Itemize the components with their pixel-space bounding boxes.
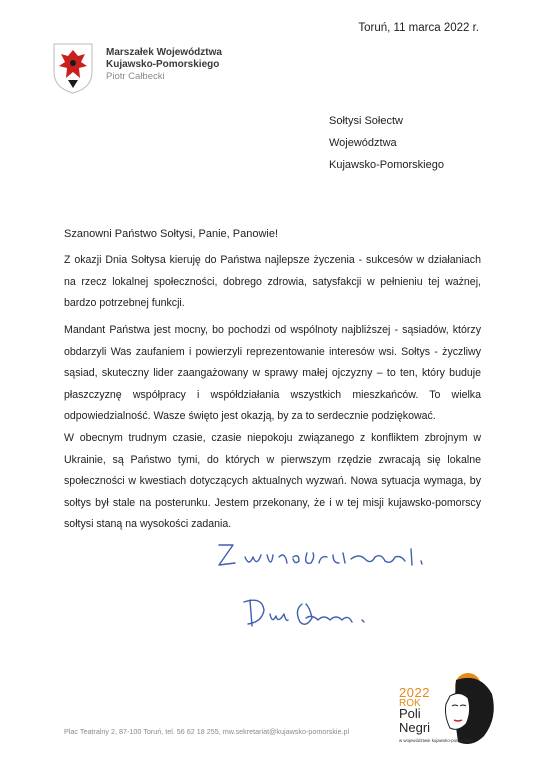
letter-date: Toruń, 11 marca 2022 r. — [358, 22, 479, 34]
handwritten-closing — [215, 535, 435, 580]
recipient-block — [329, 110, 444, 176]
recipient-line-1: Sołtysi Sołectw — [329, 115, 403, 127]
coat-of-arms-logo — [52, 42, 94, 94]
sender-region: Kujawsko-Pomorskiego — [106, 59, 220, 70]
footer-address: Plac Teatralny 2, 87-100 Toruń, tel. 56 62 18 255, mw.sekretariat@kujawsko-pomorskie.pl — [64, 727, 350, 736]
recipient-line-3: Kujawsko-Pomorskiego — [329, 159, 444, 171]
sender-block — [106, 47, 222, 83]
paragraph-2: Mandant Państwa jest mocny, bo pochodzi od wspólnoty najbliższej - sąsiadów, którzy obdarzyli Was zaufaniem i powierzyli reprezentowanie interesów wsi. Sołtys - życzliwy sąsiad, skuteczny lider zaangażowany w sprawy małej ojczyzny – to ten, który buduje płaszczyznę współpracy i współdziałania wszystkich mieszkańców. To wielka odpowiedzialność. Wasze święto jest okazją, by za to serdecznie podziękować. — [64, 324, 481, 422]
paragraph-3: W obecnym trudnym czasie, czasie niepokoju związanego z konfliktem zbrojnym w Ukrainie, są Państwo tymi, do których w pierwszym rzędzie zwracają się lokalne społeczności w kwestiach dotyczących aktualnych wyzwań. Nowa sytuacja wymaga, by sołtys był stale na posterunku. Jestem przekonany, że i w tej misji kujawsko-pomorscy sołtysi staną na wysokości zadania. — [64, 432, 481, 530]
emblem-poli: Poli — [399, 706, 421, 721]
handwritten-signature — [240, 592, 380, 637]
letter-greeting: Szanowni Państwo Sołtysi, Panie, Panowie! — [64, 228, 279, 240]
sender-title: Marszałek Województwa — [106, 47, 222, 58]
emblem-negri: Negri — [399, 720, 431, 735]
recipient-line-2: Województwa — [329, 137, 397, 149]
emblem-year: 2022 — [399, 685, 430, 700]
poli-negri-emblem — [388, 672, 498, 752]
emblem-subtitle: w województwie kujawsko-pomorskim — [399, 738, 473, 743]
paragraph-1: Z okazji Dnia Sołtysa kieruję do Państwa najlepsze życzenia - sukcesów w działaniach na rzecz lokalnej społeczności, dobrego zdrowia, satysfakcji w pełnieniu tej ważnej, bardzo potrzebnej funkcji. — [64, 254, 481, 309]
sender-name: Piotr Całbecki — [106, 71, 165, 82]
emblem-rok: ROK — [399, 698, 421, 709]
